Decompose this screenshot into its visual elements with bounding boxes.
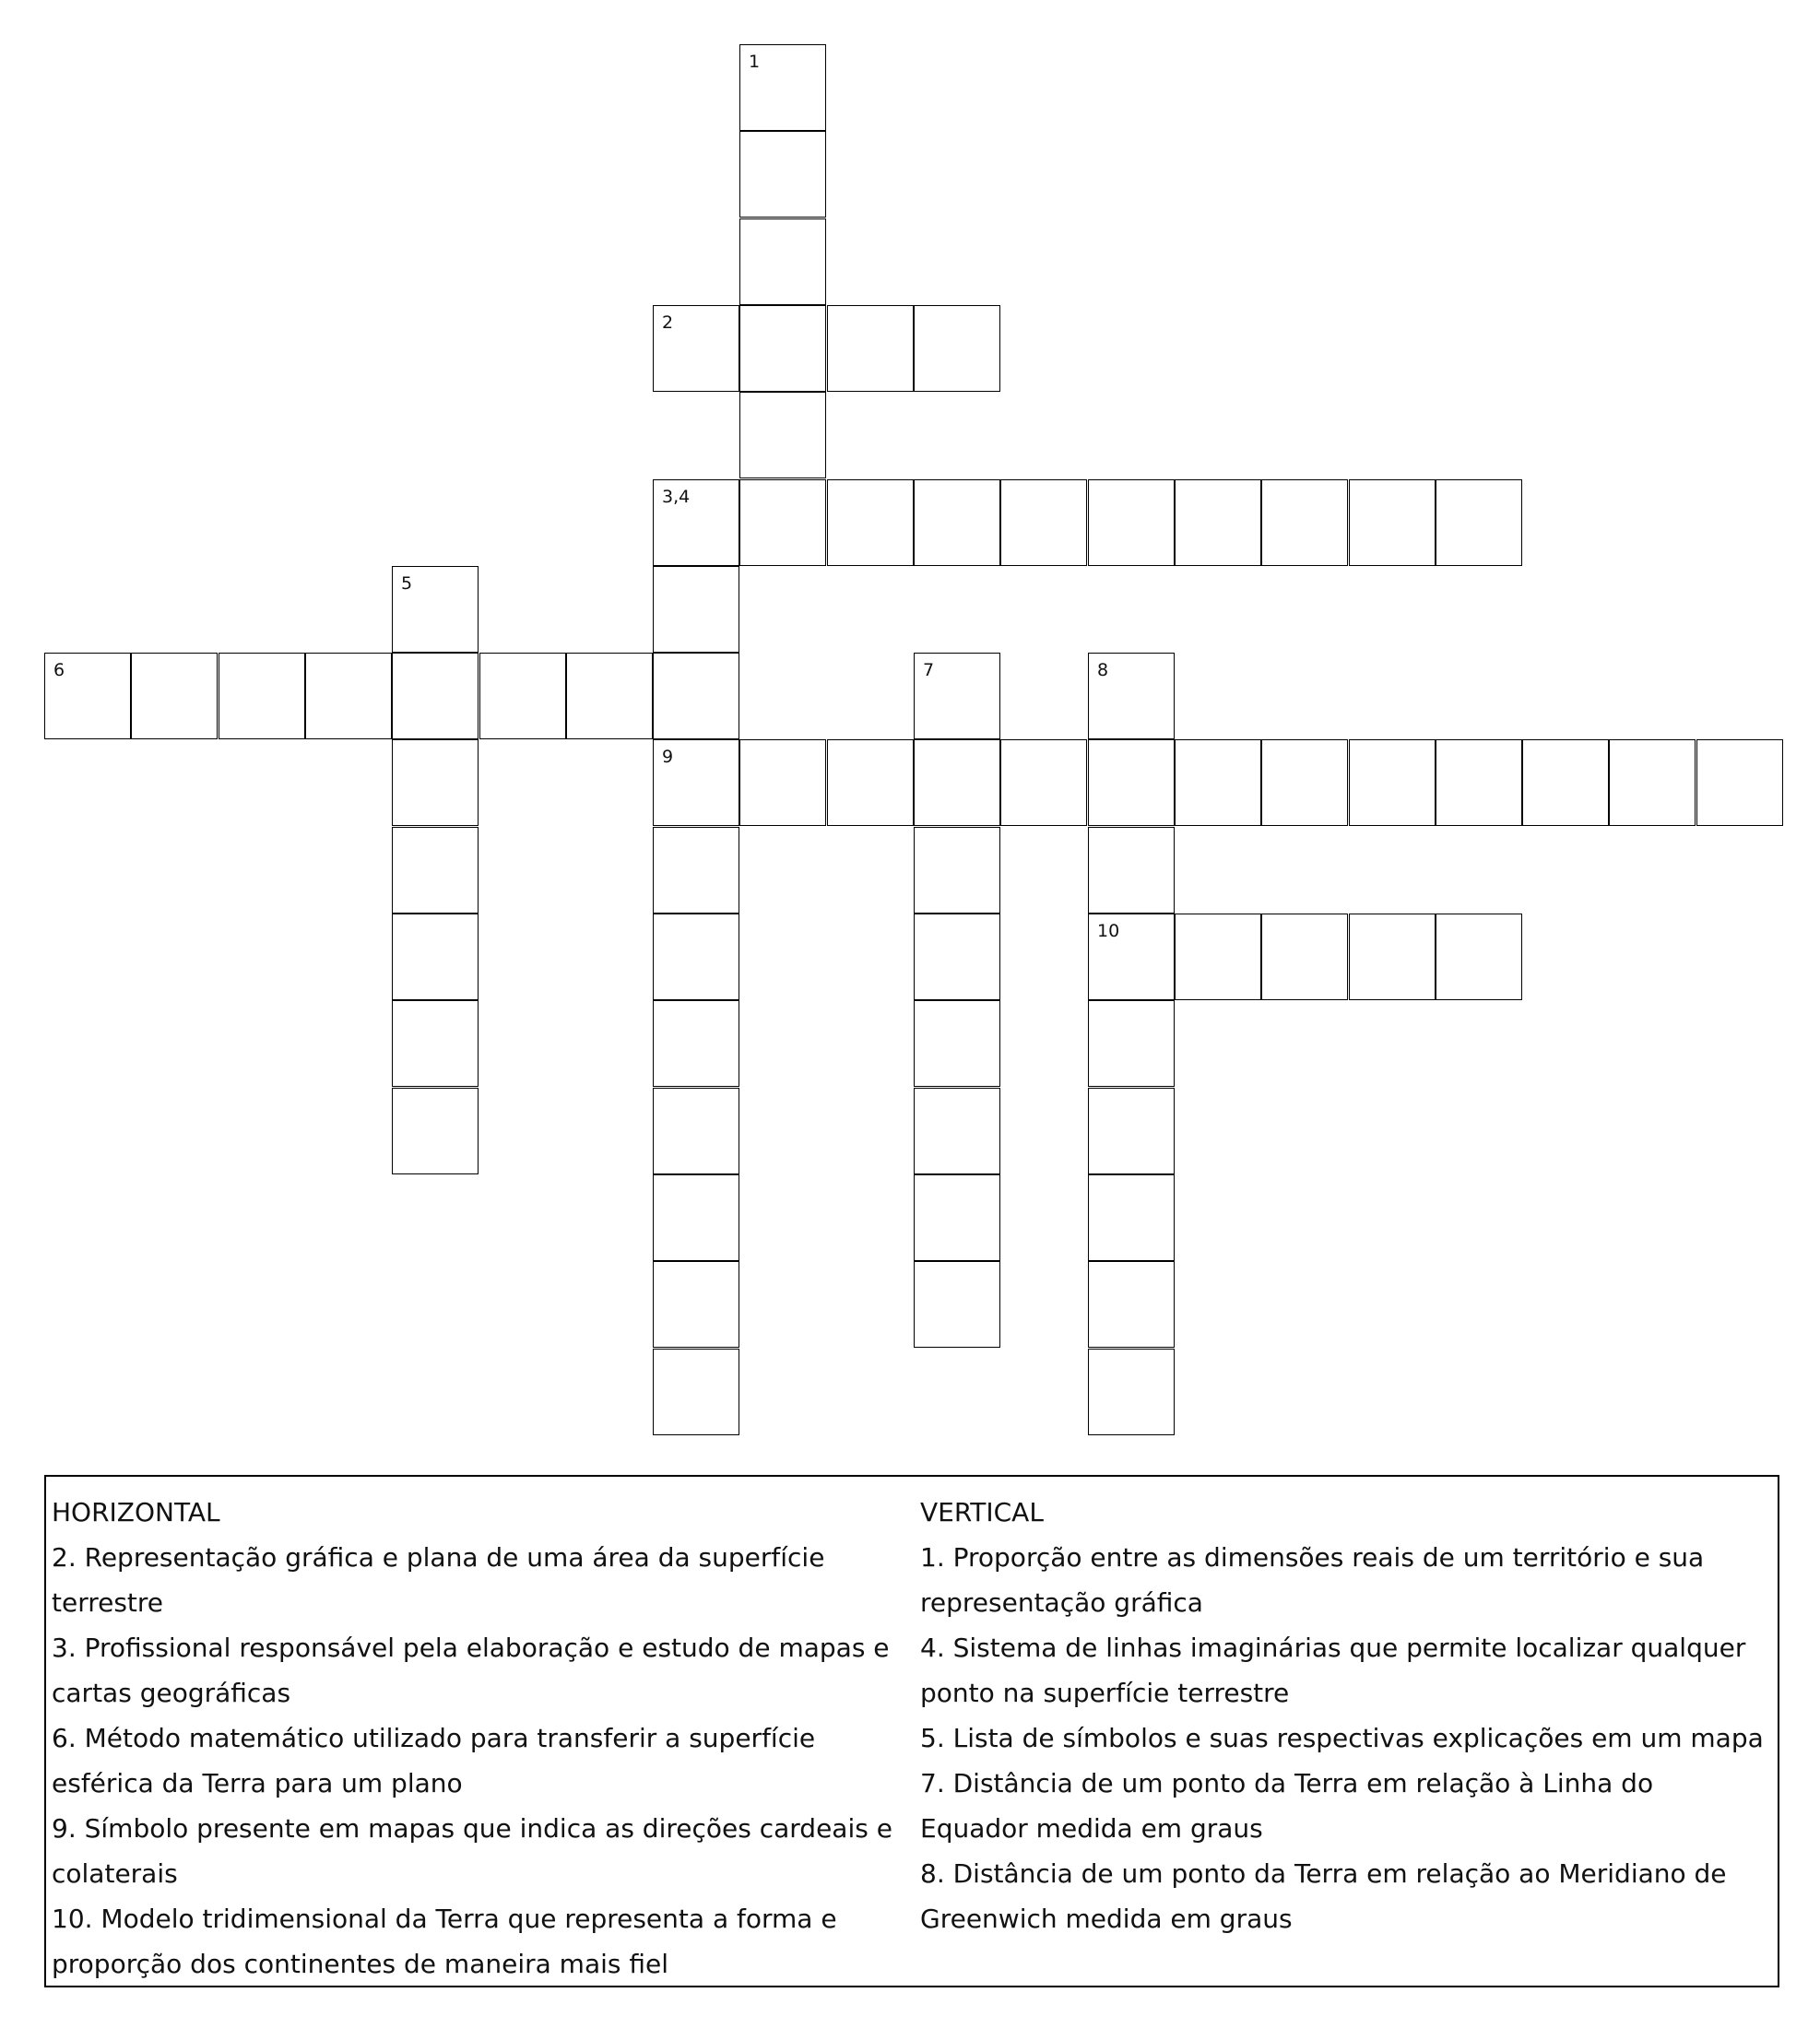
crossword-cell[interactable]	[1522, 739, 1609, 826]
crossword-cell[interactable]	[739, 305, 826, 392]
crossword-cell[interactable]	[1088, 739, 1175, 826]
crossword-cell[interactable]	[914, 305, 1000, 392]
crossword-cell[interactable]	[653, 1088, 739, 1174]
crossword-cell[interactable]	[653, 566, 739, 653]
crossword-cell[interactable]	[914, 1000, 1000, 1087]
crossword-cell[interactable]	[1261, 739, 1348, 826]
crossword-cell[interactable]	[131, 653, 218, 739]
crossword-cell[interactable]	[392, 1088, 479, 1174]
crossword-cell[interactable]	[827, 305, 914, 392]
crossword-cell[interactable]	[479, 653, 566, 739]
crossword-cell[interactable]	[653, 305, 739, 392]
horizontal-title: HORIZONTAL	[52, 1497, 220, 1527]
crossword-cell[interactable]	[827, 739, 914, 826]
clue-number: 10	[1097, 921, 1120, 941]
clue-number: 1	[749, 52, 761, 72]
clue-number: 8	[1097, 660, 1109, 680]
horizontal-clue: 6. Método matemático utilizado para transferir a superfície esférica da Terra para um plano	[52, 1723, 816, 1798]
crossword-cell[interactable]	[739, 131, 826, 218]
crossword-cell[interactable]	[1436, 479, 1522, 566]
crossword-cell[interactable]	[914, 1261, 1000, 1348]
clue-number: 9	[662, 747, 674, 767]
crossword-cell[interactable]	[827, 479, 914, 566]
crossword-cell[interactable]	[653, 1349, 739, 1435]
crossword-cell[interactable]	[739, 44, 826, 131]
crossword-cell[interactable]	[653, 479, 739, 566]
vertical-clue: 7. Distância de um ponto da Terra em relação à Linha do Equador medida em graus	[920, 1768, 1654, 1844]
crossword-cell[interactable]	[392, 1000, 479, 1087]
crossword-cell[interactable]	[914, 914, 1000, 1000]
vertical-clue: 4. Sistema de linhas imaginárias que permite localizar qualquer ponto na superfície terrestre	[920, 1633, 1746, 1708]
crossword-cell[interactable]	[1696, 739, 1783, 826]
vertical-clue: 8. Distância de um ponto da Terra em relação ao Meridiano de Greenwich medida em graus	[920, 1858, 1727, 1934]
crossword-cell[interactable]	[739, 479, 826, 566]
crossword-cell[interactable]	[1175, 739, 1261, 826]
clue-number: 6	[53, 660, 65, 680]
clue-number: 3,4	[662, 487, 691, 507]
crossword-cell[interactable]	[1088, 827, 1175, 914]
crossword-cell[interactable]	[653, 827, 739, 914]
crossword-cell[interactable]	[1088, 1349, 1175, 1435]
crossword-cell[interactable]	[1349, 739, 1436, 826]
crossword-cell[interactable]	[1175, 914, 1261, 1000]
vertical-clue: 5. Lista de símbolos e suas respectivas explicações em um mapa	[920, 1723, 1764, 1753]
crossword-cell[interactable]	[739, 739, 826, 826]
crossword-cell[interactable]	[392, 827, 479, 914]
crossword-cell[interactable]	[1088, 1000, 1175, 1087]
crossword-cell[interactable]	[739, 218, 826, 305]
clue-number: 2	[662, 312, 674, 333]
crossword-cell[interactable]	[1261, 914, 1348, 1000]
crossword-cell[interactable]	[653, 914, 739, 1000]
crossword-cell[interactable]	[392, 653, 479, 739]
crossword-cell[interactable]	[653, 739, 739, 826]
crossword-cell[interactable]	[305, 653, 392, 739]
horizontal-clue: 9. Símbolo presente em mapas que indica as direções cardeais e colaterais	[52, 1813, 892, 1889]
crossword-cell[interactable]	[653, 653, 739, 739]
crossword-cell[interactable]	[653, 1174, 739, 1261]
crossword-cell[interactable]	[1609, 739, 1696, 826]
horizontal-clue: 3. Profissional responsável pela elaboração e estudo de mapas e cartas geográficas	[52, 1633, 890, 1708]
crossword-cell[interactable]	[1000, 739, 1087, 826]
crossword-cell[interactable]	[1175, 479, 1261, 566]
crossword-cell[interactable]	[1261, 479, 1348, 566]
crossword-cell[interactable]	[914, 653, 1000, 739]
crossword-cell[interactable]	[1436, 914, 1522, 1000]
crossword-cell[interactable]	[392, 566, 479, 653]
crossword-cell[interactable]	[219, 653, 305, 739]
crossword-cell[interactable]	[914, 1174, 1000, 1261]
crossword-cell[interactable]	[1000, 479, 1087, 566]
crossword-cell[interactable]	[653, 1261, 739, 1348]
horizontal-clues	[52, 1490, 918, 1987]
horizontal-clue: 2. Representação gráfica e plana de uma área da superfície terrestre	[52, 1542, 825, 1618]
crossword-cell[interactable]	[914, 739, 1000, 826]
clues-box	[44, 1475, 1779, 1987]
crossword-cell[interactable]	[1088, 1174, 1175, 1261]
crossword-cell[interactable]	[1436, 739, 1522, 826]
crossword-cell[interactable]	[1349, 914, 1436, 1000]
crossword-cell[interactable]	[44, 653, 131, 739]
crossword-cell[interactable]	[566, 653, 653, 739]
horizontal-clue: 10. Modelo tridimensional da Terra que representa a forma e proporção dos continentes de maneira mais fiel	[52, 1904, 837, 1979]
vertical-clue: 1. Proporção entre as dimensões reais de um território e sua representação gráfica	[920, 1542, 1705, 1618]
vertical-clues	[920, 1490, 1768, 1941]
crossword-cell[interactable]	[392, 739, 479, 826]
crossword-cell[interactable]	[914, 827, 1000, 914]
crossword-cell[interactable]	[1088, 479, 1175, 566]
crossword-cell[interactable]	[653, 1000, 739, 1087]
crossword-cell[interactable]	[1088, 653, 1175, 739]
crossword-cell[interactable]	[914, 1088, 1000, 1174]
crossword-cell[interactable]	[1088, 1088, 1175, 1174]
clue-number: 5	[401, 573, 413, 594]
crossword-cell[interactable]	[914, 479, 1000, 566]
crossword-cell[interactable]	[1088, 1261, 1175, 1348]
clue-number: 7	[923, 660, 935, 680]
crossword-cell[interactable]	[1349, 479, 1436, 566]
vertical-title: VERTICAL	[920, 1497, 1044, 1527]
crossword-cell[interactable]	[1088, 914, 1175, 1000]
crossword-cell[interactable]	[392, 914, 479, 1000]
crossword-cell[interactable]	[739, 392, 826, 478]
